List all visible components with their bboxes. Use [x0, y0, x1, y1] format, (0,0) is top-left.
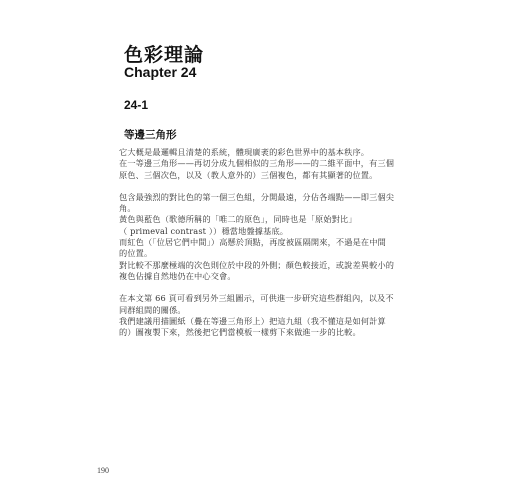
paragraph-gap: [119, 181, 409, 192]
text-line: 同群組間的關係。: [119, 304, 186, 315]
page-number: 190: [97, 466, 109, 475]
paragraph-3: [119, 293, 409, 338]
text-line: 包含最強烈的對比色的第一個三色組，分開最遠，分佔各端點——即三個尖: [119, 191, 395, 202]
text-line: 對比較不那麼極端的次色則位於中段的外側；顏色較接近，或說差異較小的: [119, 259, 395, 270]
text-line: （ primeval contrast ））穩當地盤據基底。: [119, 225, 289, 236]
text-line: 而紅色（「位居它們中間」）高懸於頂點，再度被區隔開來，不過是在中間: [119, 237, 386, 248]
text-line: 角。: [119, 203, 136, 214]
text-line: 複色佔據自然地仍在中心交會。: [119, 270, 236, 281]
chapter-title: 色彩理論: [124, 44, 205, 66]
text-line: 的位置。: [119, 248, 153, 259]
chapter-subtitle: Chapter 24: [124, 64, 197, 80]
section-title: 等邊三角形: [124, 129, 177, 141]
text-line: 的）圖複製下來，然後把它們當模板一樣剪下來做進一步的比較。: [119, 327, 361, 338]
text-line: 在一等邊三角形——再切分成九個相似的三角形——的二維平面中，有三個: [119, 158, 395, 169]
paragraph-2: [119, 192, 409, 282]
paragraph-1: [119, 147, 409, 181]
paragraph-gap: [119, 282, 409, 293]
body-text: [119, 147, 409, 338]
text-line: 原色、三個次色，以及（教人意外的）三個複色，都有其顯著的位置。: [119, 169, 378, 180]
text-line: 我們建議用描圖紙（疊在等邊三角形上）把這九組（我不懂這是如何計算: [119, 315, 386, 326]
text-line: 它大概是最邏輯且清楚的系統，體現廣袤的彩色世界中的基本秩序。: [119, 147, 370, 157]
text-line: 在本文第 66 頁可看到另外三組圖示，可供進一步研究這些群組內，以及不: [119, 293, 394, 304]
section-number: 24-1: [124, 98, 149, 112]
text-line: 黃色與藍色（歌德所稱的「唯二的原色」，同時也是「原始對比」: [119, 214, 357, 225]
